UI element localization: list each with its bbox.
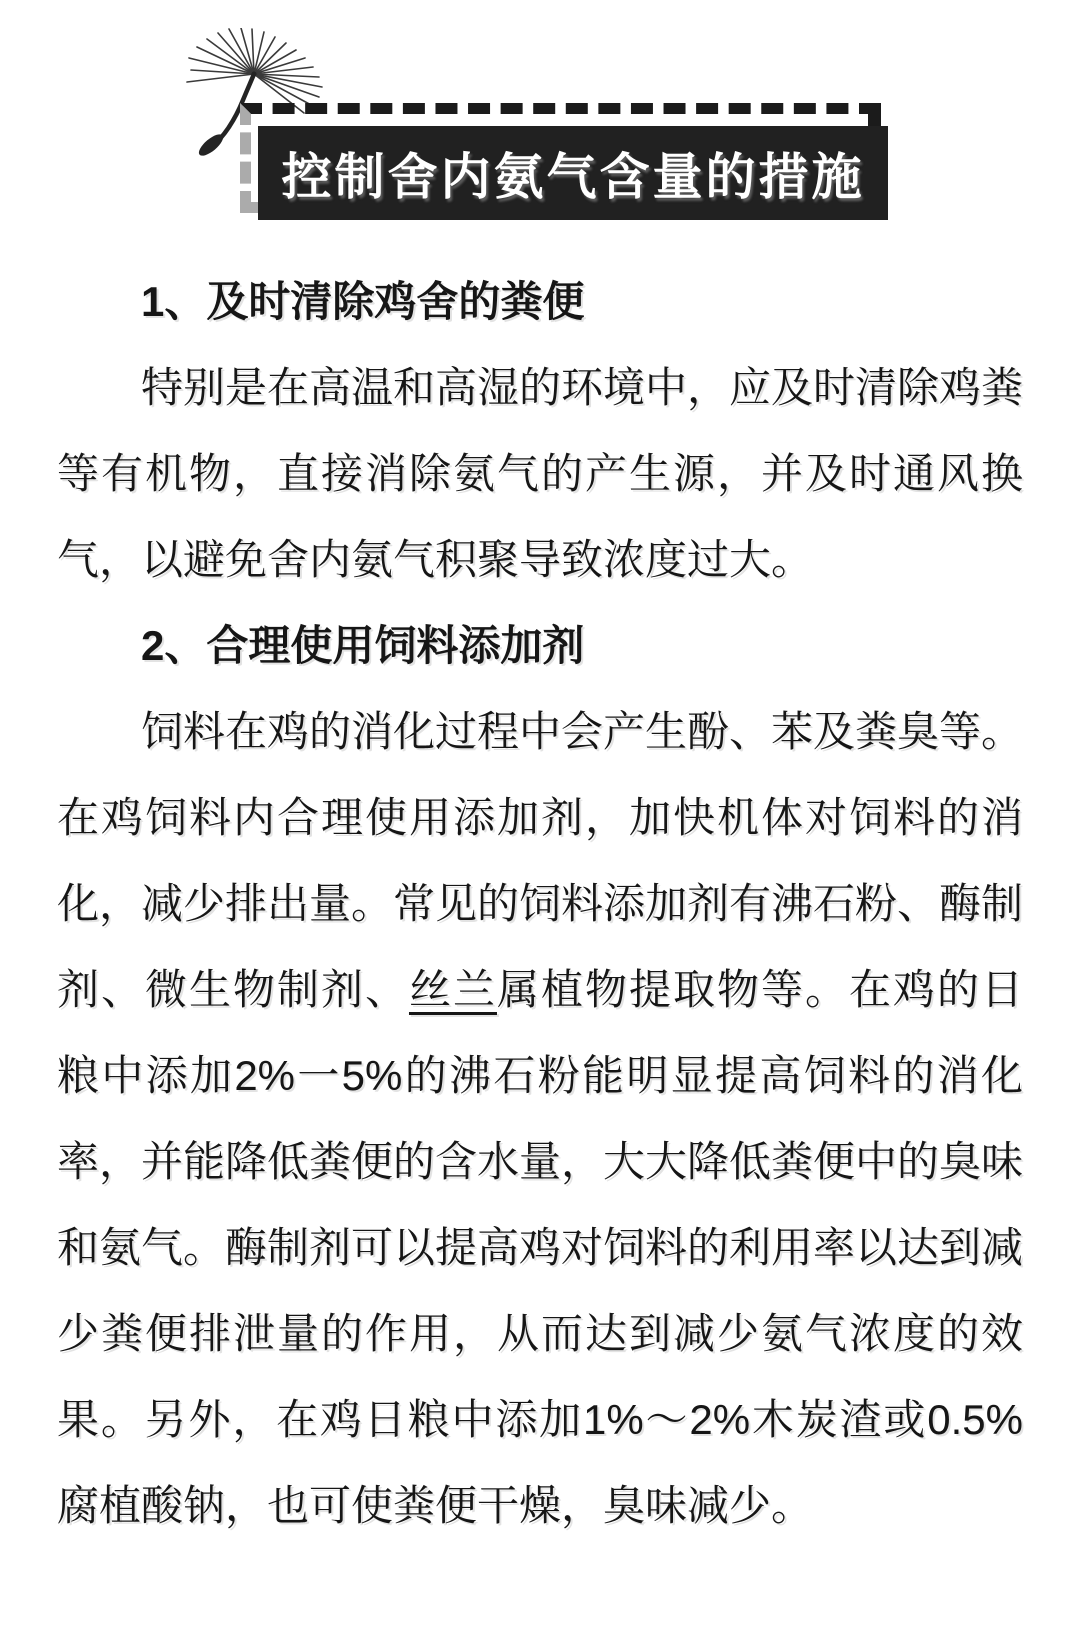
article-body <box>57 259 1023 1549</box>
section-2-paragraph-text-after: 属植物提取物等。在鸡的日粮中添加2%一5%的沸石粉能明显提高饲料的消化率，并能降低粪便的含水量，大大降低粪便中的臭味和氨气。酶制剂可以提高鸡对饲料的利用率以达到减少粪便排泄量的作用，从而达到减少氨气浓度的效果。另外，在鸡日粮中添加1%～2%木炭渣或0.5%腐植酸钠，也可使粪便干燥，臭味减少。 <box>57 966 1024 1529</box>
section-1-paragraph: 特别是在高温和高湿的环境中，应及时清除鸡粪等有机物，直接消除氨气的产生源，并及时通风换气，以避免舍内氨气积聚导致浓度过大。 <box>57 364 1024 583</box>
underlined-term: 丝兰 <box>408 966 497 1013</box>
title-banner <box>258 126 888 220</box>
section-2-paragraph-text-before: 饲料在鸡的消化过程中会产生酚、苯及粪臭等。在鸡饲料内合理使用添加剂，加快机体对饲料的消化，减少排出量。常见的饲料添加剂有沸石粉、酶制剂、微生物制剂、 <box>57 708 1024 1013</box>
section-1-heading: 1、及时清除鸡舍的粪便 <box>141 278 585 325</box>
page-title: 控制舍内氨气含量的措施 <box>281 149 865 205</box>
section-2-heading: 2、合理使用饲料添加剂 <box>141 622 585 669</box>
article-header <box>0 0 1080 259</box>
section-2-paragraph <box>57 689 1023 1549</box>
